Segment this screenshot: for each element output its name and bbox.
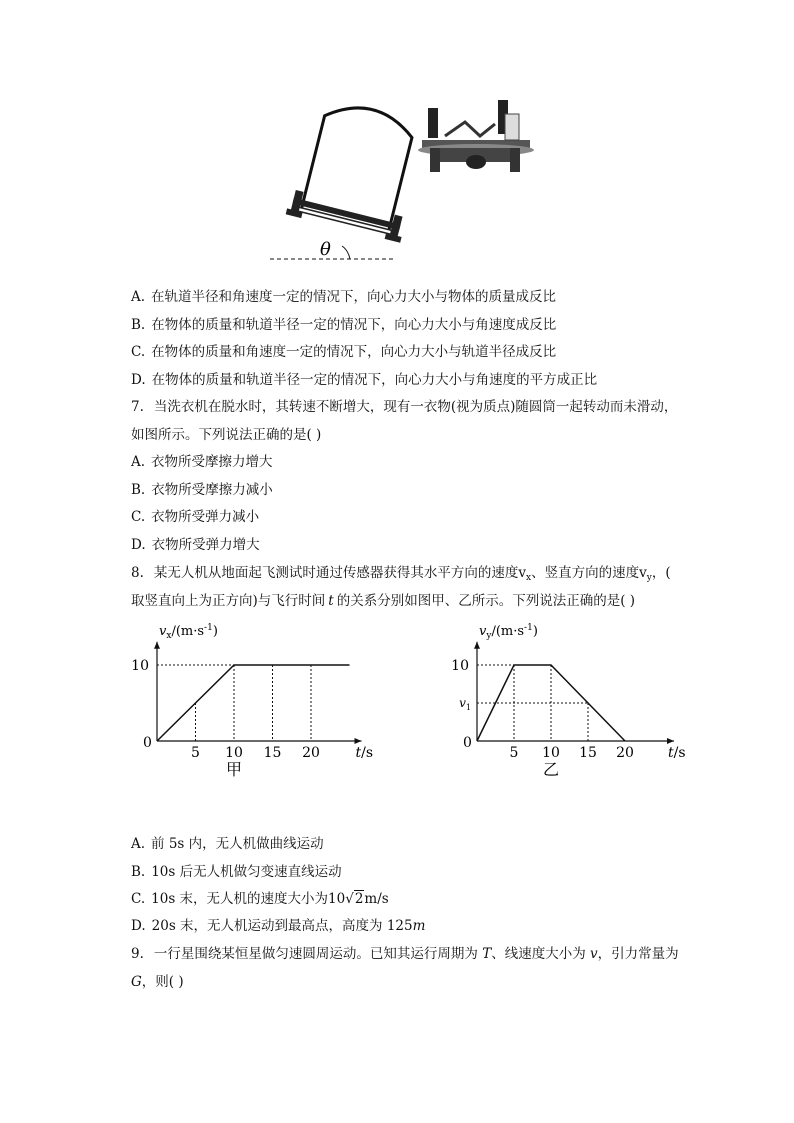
y-tick-label-v1: $v_1$ [459, 696, 471, 712]
q7-option-c: C. 衣物所受弹力减小 [131, 509, 260, 525]
x-tick-label: 5 [509, 745, 519, 761]
q8-stem-line1: 8. 某无人机从地面起飞测试时通过传感器获得其水平方向的速度$v_x$、竖直方向的速度$v_y$，( [131, 565, 671, 583]
theta-label: θ [320, 239, 331, 260]
q8-option-a: A. 前 5s 内，无人机做曲线运动 [131, 836, 324, 852]
x-axis-label: t/s [355, 745, 374, 761]
origin-label: 0 [463, 735, 472, 751]
y-axis-arrow [474, 642, 480, 649]
q7-stem-line1: 7. 当洗衣机在脱水时，其转速不断增大，现有一衣物(视为质点)随圆筒一起转动而未滑动， [131, 399, 678, 415]
series-line-vx [157, 665, 350, 741]
q7-option-a: A. 衣物所受摩擦力增大 [131, 454, 273, 470]
q6-option-d: D. 在物体的质量和轨道半径一定的情况下，向心力大小与角速度的平方成正比 [131, 372, 598, 388]
centripetal-apparatus [418, 100, 534, 172]
q8-stem-line2: 取竖直向上为正方向)与飞行时间 t 的关系分别如图甲、乙所示。下列说法正确的是( ) [131, 593, 636, 609]
q6-option-b: B. 在物体的质量和轨道半径一定的情况下，向心力大小与角速度成反比 [131, 317, 557, 333]
y-axis-label: $v_x/(m\cdot s^{-1})$ [159, 623, 218, 641]
q9-stem-line1: 9. 一行星围绕某恒星做匀速圆周运动。已知其运行周期为 T、线速度大小为 v，引力常量为 [131, 946, 679, 962]
x-axis-label: t/s [668, 745, 686, 761]
x-tick-label: 5 [191, 745, 200, 761]
theta-arc [342, 246, 350, 259]
x-tick-label: 20 [616, 745, 634, 761]
x-axis-arrow [667, 738, 674, 744]
sqrt-symbol: √2 [345, 891, 364, 907]
q9-stem-line2: G，则( ) [131, 974, 184, 990]
x-tick-label: 20 [302, 745, 320, 761]
q6-option-a: A. 在轨道半径和角速度一定的情况下，向心力大小与物体的质量成反比 [131, 289, 557, 305]
q8-option-b: B. 10s 后无人机做匀变速直线运动 [131, 864, 342, 880]
q7-option-b: B. 衣物所受摩擦力减小 [131, 482, 273, 498]
q8-option-c: C. 10s 末，无人机的速度大小为10√2m/s [131, 891, 389, 907]
x-tick-label: 15 [579, 745, 597, 761]
chart-title: 甲 [225, 760, 243, 779]
x-tick-label: 10 [542, 745, 560, 761]
y-tick-label: 10 [131, 658, 149, 674]
chart-title: 乙 [542, 760, 560, 779]
y-tick-label: 10 [451, 658, 469, 674]
x-tick-label: 10 [225, 745, 243, 761]
figure-washer-apparatus [270, 100, 540, 265]
q6-option-c: C. 在物体的质量和角速度一定的情况下，向心力大小与轨道半径成反比 [131, 344, 557, 360]
chart-jia [130, 615, 374, 780]
x-tick-label: 15 [263, 745, 282, 761]
chart-yi [445, 615, 685, 780]
y-axis-label: $v_y/(m\cdot s^{-1})$ [479, 623, 538, 641]
origin-label: 0 [143, 735, 152, 751]
q7-stem-line2: 如图所示。下列说法正确的是( ) [131, 427, 322, 443]
x-axis-arrow [355, 738, 362, 744]
q7-option-d: D. 衣物所受弹力增大 [131, 537, 260, 553]
q8-option-d: D. 20s 末，无人机运动到最高点，高度为 125m [131, 918, 426, 934]
y-axis-arrow [154, 642, 160, 649]
tilted-drum [286, 95, 430, 242]
